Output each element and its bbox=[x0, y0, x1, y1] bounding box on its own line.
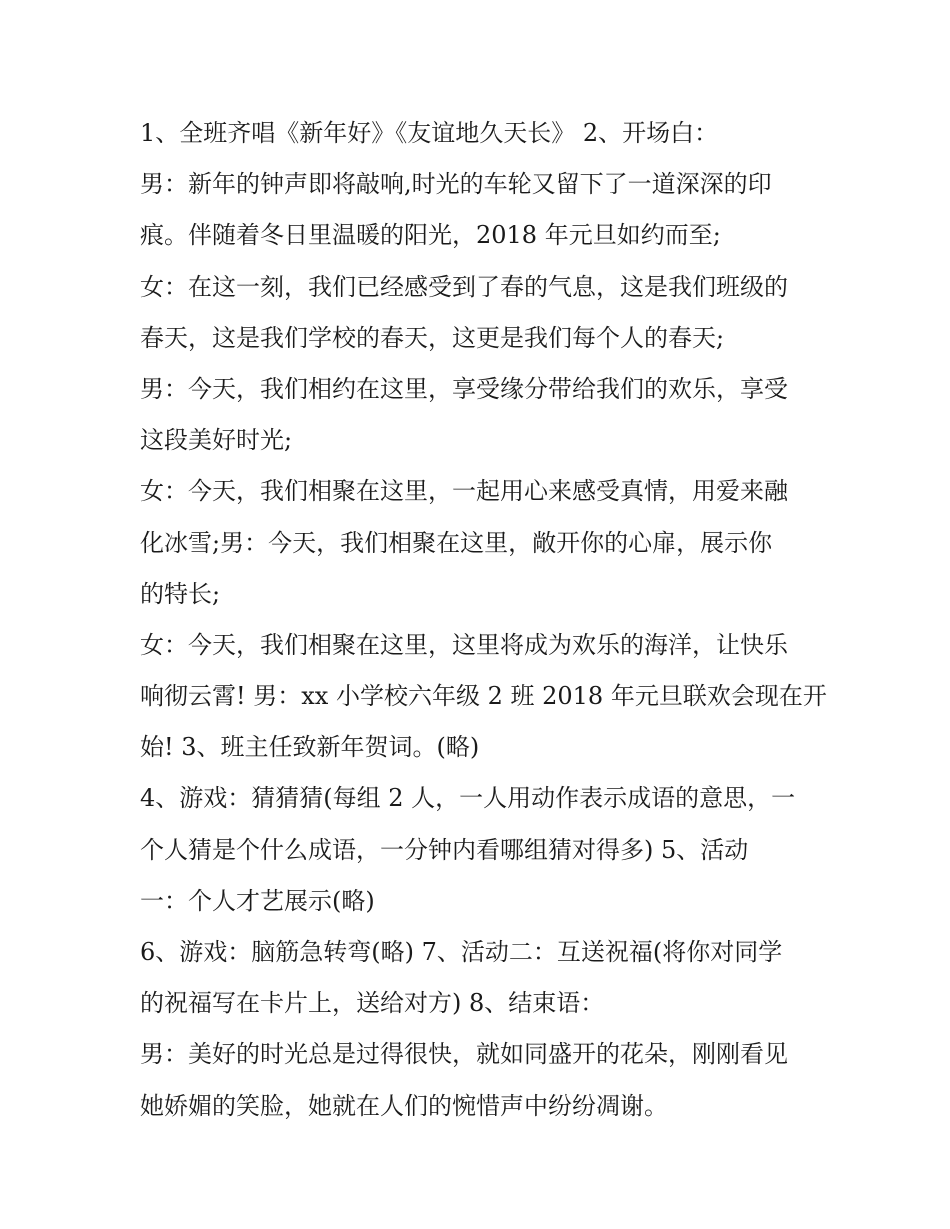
text-line-8: 女：今天，我们相聚在这里，一起用心来感受真情，用爱来融 bbox=[140, 477, 788, 506]
text-line-10: 的特长; bbox=[140, 579, 221, 608]
text-line-14: 4、游戏：猜猜猜(每组 2 人，一人用动作表示成语的意思，一 bbox=[140, 784, 796, 813]
text-line-9: 化冰雪;男：今天，我们相聚在这里，敞开你的心扉，展示你 bbox=[140, 528, 773, 557]
text-line-3: 痕。伴随着冬日里温暖的阳光，2018 年元旦如约而至; bbox=[140, 221, 721, 250]
text-line-12: 响彻云霄! 男：xx 小学校六年级 2 班 2018 年元旦联欢会现在开 bbox=[140, 682, 827, 711]
text-line-1: 1、全班齐唱《新年好》《友谊地久天长》 2、开场白： bbox=[140, 119, 719, 147]
text-line-13: 始! 3、班主任致新年贺词。(略) bbox=[140, 733, 480, 762]
text-line-4: 女：在这一刻，我们已经感受到了春的气息，这是我们班级的 bbox=[140, 272, 788, 301]
document-body bbox=[140, 108, 830, 1132]
text-line-7: 这段美好时光; bbox=[140, 426, 293, 455]
text-line-16: 一：个人才艺展示(略) bbox=[140, 886, 375, 915]
text-line-15: 个人猜是个什么成语，一分钟内看哪组猜对得多) 5、活动 bbox=[140, 835, 749, 864]
text-line-6: 男：今天，我们相约在这里，享受缘分带给我们的欢乐，享受 bbox=[140, 374, 788, 403]
text-line-5: 春天，这是我们学校的春天，这更是我们每个人的春天; bbox=[140, 323, 725, 352]
text-line-19: 男：美好的时光总是过得很快，就如同盛开的花朵，刚刚看见 bbox=[140, 1040, 788, 1069]
text-line-11: 女：今天，我们相聚在这里，这里将成为欢乐的海洋，让快乐 bbox=[140, 630, 788, 659]
text-line-20: 她娇媚的笑脸，她就在人们的惋惜声中纷纷凋谢。 bbox=[140, 1091, 668, 1120]
text-line-18: 的祝福写在卡片上，送给对方) 8、结束语： bbox=[140, 989, 605, 1018]
text-line-17: 6、游戏：脑筋急转弯(略) 7、活动二：互送祝福(将你对同学 bbox=[140, 938, 783, 966]
text-line-2: 男：新年的钟声即将敲响,时光的车轮又留下了一道深深的印 bbox=[140, 170, 772, 199]
